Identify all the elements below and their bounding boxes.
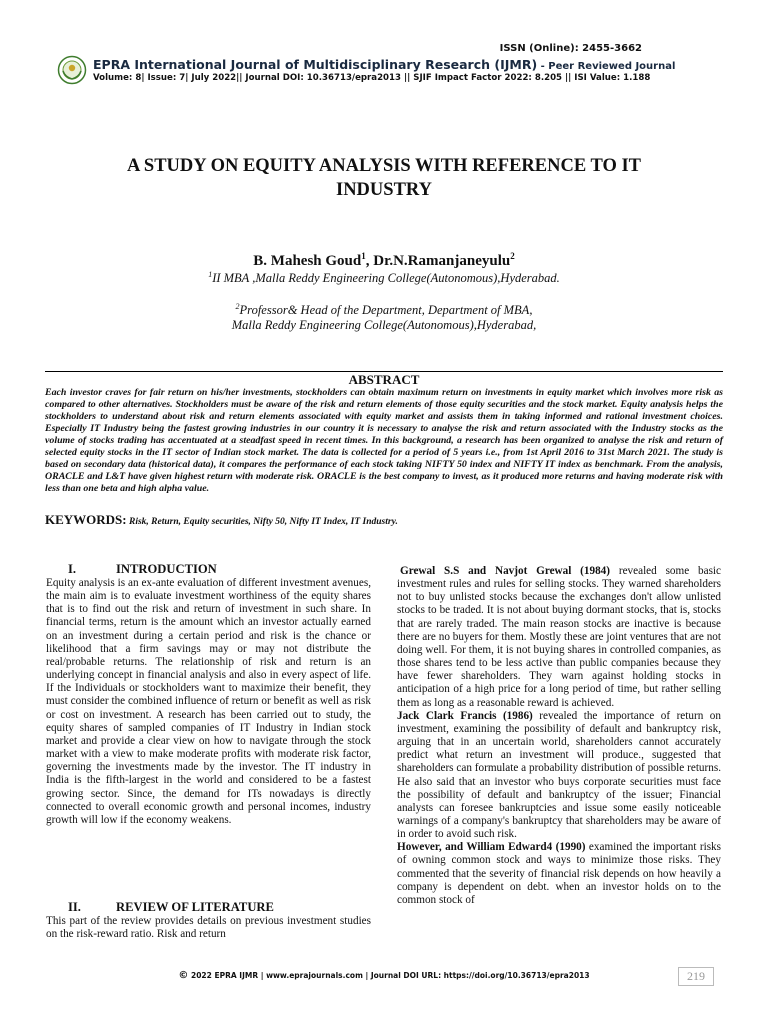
review-francis	[397, 710, 721, 842]
affiliation-1	[0, 270, 768, 286]
footer-text: 2022 EPRA IJMR | www.eprajournals.com | Journal DOI URL: https://doi.org/10.36713/epra2013	[188, 971, 590, 980]
issn-label: ISSN (Online): 2455-3662	[499, 43, 642, 54]
author-2: Dr.N.Ramanjaneyulu	[373, 253, 511, 269]
section-introduction-heading	[68, 562, 217, 577]
journal-name: EPRA International Journal of Multidisciplinary Research (IJMR)	[93, 57, 538, 72]
review-edward-name: However, and William Edward4 (1990)	[397, 841, 586, 854]
section-2-number: II.	[68, 900, 81, 914]
review-francis-name: Jack Clark Francis (1986)	[397, 709, 533, 722]
affiliation-2-line1: Professor& Head of the Department, Department of MBA,	[239, 303, 533, 318]
author-2-sup: 2	[510, 251, 515, 261]
page-number: 219	[678, 967, 714, 986]
journal-title	[93, 57, 675, 72]
section-1-number: I.	[68, 562, 77, 576]
abstract-heading: ABSTRACT	[348, 372, 420, 387]
literature-paragraph: This part of the review provides details on previous investment studies on the risk-reward ratio. Risk and return	[46, 915, 371, 941]
paper-title-line1: A STUDY ON EQUITY ANALYSIS WITH REFERENCE TO IT	[126, 156, 642, 176]
review-grewal-text: revealed some basic investment rules and rules for selling stocks. They warned shareholders not to buy unlisted stocks because the exchanges don't allow unlisted stocks to be traded. It is not about buying dormant stocks, that is, stocks that are rarely traded. The main reason stocks are inactive is because there are no buyers for them. Mostly these are joint ventures that are not doing well. For them, it is not buying shares in controlled companies, as those shares tend to be less active than public companies because they have fewer shareholders. They warn against holding stocks in anticipation of a high price for a long period of time, but rather selling them as long as a reasonable reward is achieved.	[397, 565, 721, 709]
introduction-paragraph: Equity analysis is an ex-ante evaluation of different investment avenues, the main aim is to evaluate investment worthiness of the equity shares that is to find out the risk and return of investment in such share. In financial terms, return is the amount which an investor actually earned on an investment during a certain period and risk is the chance or likelihood that a firm savings may or may not distribute the real/probable returns. The relationship of risk and return is an underlying concept in financial analysis and also in every aspect of life. If the Individuals or stockholders want to maximize their benefit, they must consider the combined influence of return or benefit as well as risk or cost on investment. A research has been carried out to study, the equity shares of sampled companies of IT Industry in Indian stock market and provide a clear view on how to navigate through the stock market with a view to make moderate profits with moderate risk factor, governing the investments made by the investor. The IT industry in India is the fifth-largest in the world and considered to be a fastest growing sector. Since, the demand for ITs nowadays is directly connected to overall economic growth and personal incomes, industry growth will low if the economy weakens.	[46, 577, 371, 826]
section-2-title: REVIEW OF LITERATURE	[116, 900, 274, 914]
affiliation-1-text: II MBA ,Malla Reddy Engineering College(Autonomous),Hyderabad.	[212, 271, 560, 286]
abstract-text: Each investor craves for fair return on his/her investments, stockholders can obtain maximum return on investments in equity market which involves more risk as compared to other alternatives. Stockholders must be aware of the risk and return elements of those equity securities and the stock market. Equity analysis helps the stockholders to understand about risk and return elements associated with equity market and assists them in taking informed and rational investment choices. Especially IT Industry being the fastest growing industries in our country it is necessary to analyse the risk and return associated with the Industry stocks as the volume of stocks trading has accentuated at a steadfast speed in recent times. In this background, a research has been organized to analyse the risk and return of selected equity stocks in the IT sector of Indian stock market. The data is collected for a period of 5 years i.e., from 1st April 2016 to 31st March 2021. The study is based on secondary data (historical data), it compares the performance of each stock taking NIFTY 50 index and NIFTY IT index as benchmark. From the analysis, ORACLE and L&T have given highest return with moderate risk. ORACLE is the best company to invest, as it produced more returns and having moderate risk with less than one beta and high alpha value.	[45, 387, 723, 494]
section-1-title: INTRODUCTION	[116, 562, 217, 576]
author-1-sup: 1	[361, 251, 366, 261]
journal-meta: Volume: 8| Issue: 7| July 2022|| Journal DOI: 10.36713/epra2013 || SJIF Impact Factor 2022: 8.205 || ISI Value: 1.188	[93, 73, 651, 83]
affiliation-2-line2: Malla Reddy Engineering College(Autonomous),Hyderabad,	[231, 318, 537, 332]
affiliation-2-sup: 2	[235, 302, 240, 311]
keywords	[45, 512, 398, 528]
affiliation-1-sup: 1	[208, 270, 213, 279]
review-edward-text: examined the important risks of owning common stock and ways to minimize those risks. They commented that the severity of financial risk depends on how heavily a company is dependent on debt. when an investor holds on to the common stock of	[397, 841, 721, 906]
laurel-seal-icon	[57, 55, 87, 85]
right-column	[397, 565, 721, 907]
literature-intro-text	[46, 915, 371, 941]
authors	[0, 251, 768, 270]
section-literature-heading	[68, 900, 274, 915]
review-grewal	[397, 565, 721, 710]
introduction-text	[46, 577, 371, 827]
copyright-symbol: ©	[178, 970, 189, 981]
paper-title-line2: INDUSTRY	[336, 180, 432, 200]
review-edward	[397, 841, 721, 907]
affiliation-2	[0, 302, 768, 318]
paper-title	[40, 154, 728, 202]
author-separator: ,	[365, 253, 374, 269]
peer-reviewed-label: - Peer Reviewed Journal	[537, 61, 676, 72]
page-footer	[0, 970, 768, 981]
review-francis-text: revealed the importance of return on investment, examining the possibility of default and bankruptcy risk, arguing that in an uncertain world, shareholders cannot accurately predict what return an investment will produce., suggested that shareholders can formulate a probability distribution of possible returns. He also said that an investor who buys corporate securities must face the possibility of default and bankruptcy of the issuer; Financial analysts can foresee bankruptcies and issue some easily noticeable warnings of a company's bankruptcy that shareholders may be aware of in order to avoid such risk.	[397, 709, 721, 841]
keywords-label: KEYWORDS:	[45, 512, 127, 527]
review-grewal-name: Grewal S.S and Navjot Grewal (1984)	[400, 565, 611, 577]
author-1: B. Mahesh Goud	[253, 253, 362, 269]
keywords-list: Risk, Return, Equity securities, Nifty 50, Nifty IT Index, IT Industry.	[126, 517, 398, 527]
